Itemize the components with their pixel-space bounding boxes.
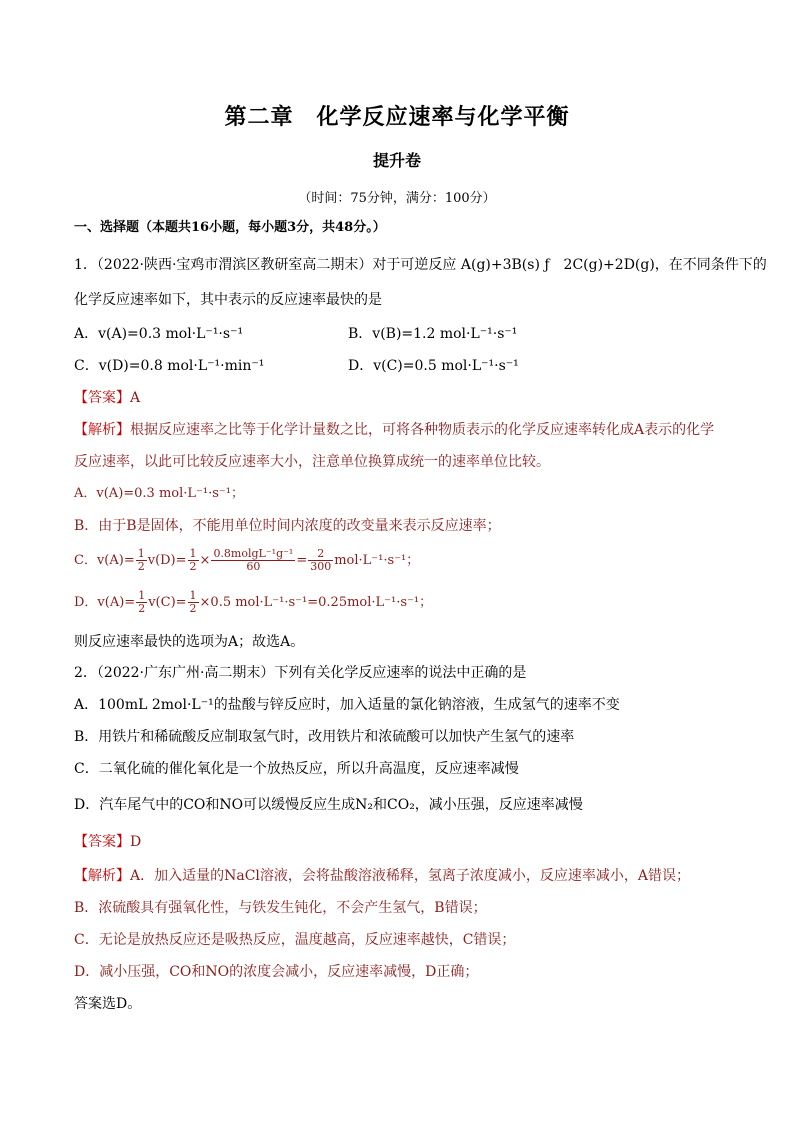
q1-explain-c: C．v(A)= $\frac{1}{2}$ v(D)= $\frac{1}{2}$ × $\frac{\text{0.8molgL⁻¹g⁻¹}}{60}$ = $\frac{2}{300}$ mol·L⁻¹·s⁻¹； [74,547,420,573]
analysis-tag: 【解析】 [74,422,130,438]
q2-option-c: C．二氧化硫的催化氧化是一个放热反应，所以升高温度，反应速率减慢 [74,761,519,777]
q1-explain-a: A．v(A)=0.3 mol·L⁻¹·s⁻¹； [74,486,244,501]
q2-explain-c: C．无论是放热反应还是吸热反应，温度越高，反应速率越快，C错误； [74,932,516,948]
q1-stem-line2: 化学反应速率如下，其中表示的反应速率最快的是 [74,292,382,308]
frac-den: 2 [189,560,197,573]
q2-answer [74,832,141,852]
q2-option-d: D．汽车尾气中的CO和NO可以缓慢反应生成N₂和CO₂，减小压强，反应速率减慢 [74,797,583,813]
frac-num: 1 [189,547,197,560]
frac-num: 1 [137,547,145,560]
exd-mid: v(C)= [148,595,187,610]
q2-conclusion: 答案选D。 [74,996,142,1012]
q1-answer [74,388,140,408]
q2-option-a: A．100mL 2mol·L⁻¹的盐酸与锌反应时，加入适量的氯化钠溶液，生成氢气的速率不变 [74,697,620,713]
frac-den: 300 [310,560,332,573]
q1-analysis-line1 [74,420,714,440]
frac-den: 2 [138,602,146,615]
frac-den: 2 [137,560,145,573]
q2-analysis-line1 [74,866,690,886]
fraction-result [308,548,333,573]
page-subtitle: 提升卷 [372,151,421,170]
exc-suffix: mol·L⁻¹·s⁻¹； [334,553,420,568]
analysis-text: A．加入适量的NaCl溶液，会将盐酸溶液稀释，氢离子浓度减小，反应速率减小，A错误； [130,868,691,884]
fraction-half-2 [188,548,199,573]
time-note: （时间：75分钟，满分：100分） [298,191,496,206]
q2-explain-b: B．浓硫酸具有强氧化性，与铁发生钝化，不会产生氢气，B错误； [74,900,487,916]
fraction-half-3 [136,590,147,615]
q1-option-a: A．v(A)=0.3 mol·L⁻¹·s⁻¹ [74,326,244,342]
frac-num: 2 [308,548,333,561]
q1-option-c: C．v(D)=0.8 mol·L⁻¹·min⁻¹ [74,358,265,374]
analysis-text: 根据反应速率之比等于化学计量数之比，可将各种物质表示的化学反应速率转化成A表示的化学 [130,422,715,438]
frac-den: 2 [189,602,197,615]
section-heading: 一、选择题（本题共16小题，每小题3分，共48分。） [74,220,386,235]
q1-explain-d [74,590,432,615]
frac-den: 60 [246,560,261,573]
q1-stem-line1: 1．（2022·陕西·宝鸡市渭滨区教研室高二期末）对于可逆反应 A(g)+3B(s) ƒ 2C(g)+2D(g)，在不同条件下的 [74,257,767,273]
page-title: 第二章 化学反应速率与化学平衡 [224,105,570,130]
answer-value: D [130,834,142,850]
answer-tag: 【答案】 [74,834,130,850]
exd-prefix: D．v(A)= [74,595,136,610]
frac-num: 0.8molgL⁻¹g⁻¹ [213,547,294,560]
q1-explain-b: B．由于B是固体，不能用单位时间内浓度的改变量来表示反应速率； [74,518,501,534]
exc-mid: v(D)= [147,553,187,568]
q2-option-b: B．用铁片和稀硫酸反应制取氢气时，改用铁片和浓硫酸可以加快产生氢气的速率 [74,729,575,745]
answer-value: A [130,390,141,406]
exc-prefix: C．v(A)= [74,553,135,568]
exd-suffix: ×0.5 mol·L⁻¹·s⁻¹=0.25mol·L⁻¹·s⁻¹； [199,595,433,610]
frac-num: 1 [189,589,197,602]
fraction-half [136,548,147,573]
q1-option-b: B．v(B)=1.2 mol·L⁻¹·s⁻¹ [348,326,518,342]
q1-option-d: D．v(C)=0.5 mol·L⁻¹·s⁻¹ [348,358,519,374]
frac-num: 1 [138,589,146,602]
q1-conclusion: 则反应速率最快的选项为A；故选A。 [74,634,305,650]
fraction-rate [211,548,295,573]
fraction-half-4 [188,590,199,615]
analysis-tag: 【解析】 [74,868,130,884]
q2-stem: 2．（2022·广东广州·高二期末）下列有关化学反应速率的说法中正确的是 [74,665,527,681]
q2-explain-d: D．减小压强，CO和NO的浓度会减小，反应速率减慢，D正确； [74,964,479,980]
answer-tag: 【答案】 [74,390,130,406]
q1-analysis-line2: 反应速率，以此可比较反应速率大小，注意单位换算成统一的速率单位比较。 [74,454,550,470]
